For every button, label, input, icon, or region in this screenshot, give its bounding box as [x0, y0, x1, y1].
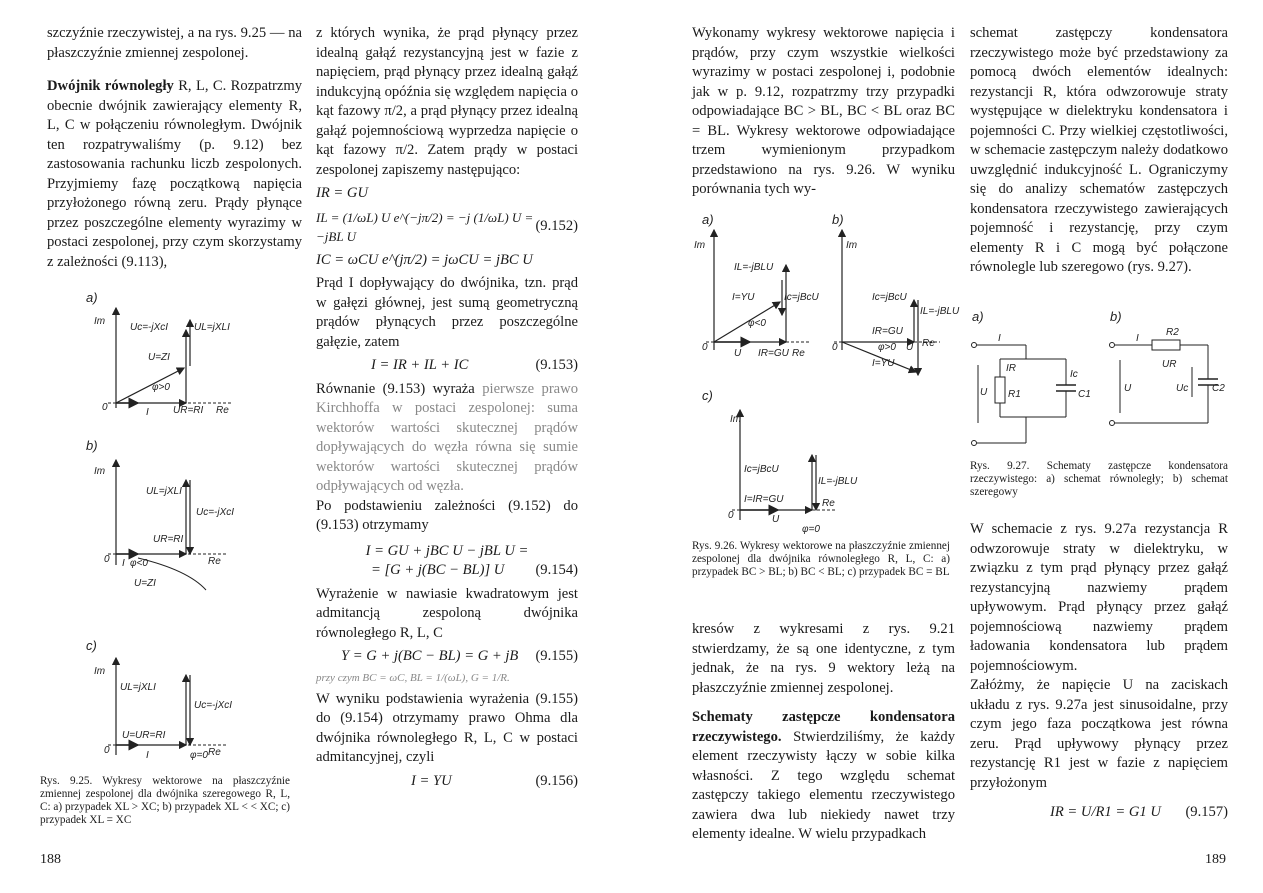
page-number-left: 188: [40, 852, 61, 867]
section-heading: Dwójnik równoległy: [47, 78, 174, 94]
axis-re: Re: [216, 405, 229, 416]
svg-text:UR: UR: [1162, 359, 1177, 370]
figure-caption-9-27: Rys. 9.27. Schematy zastępcze kondensatora rzeczywistego: a) schemat równoległy; b) schemat szeregowy: [970, 460, 1228, 498]
svg-text:U: U: [1124, 383, 1132, 394]
svg-text:Uc=-jXcI: Uc=-jXcI: [130, 322, 169, 333]
svg-text:c): c): [702, 388, 713, 403]
svg-text:Ic=jBcU: Ic=jBcU: [872, 292, 907, 303]
paragraph: Wykonamy wykresy wektorowe napięcia i prądów, przy czym wszystkie wielkości wyrazimy w postaci zespolonej i, podobnie jak w p. 9.12, rozpatrzmy trzy przypadki odpowiadające BC > BL, BC < BL oraz BC = BL. Wykresy wektorowe odpowiadające trzem wymienionym przypadkom przedstawiono na rys. 9.26. W wyniku porównania tych wy-: [692, 25, 955, 197]
paragraph: Wyrażenie w nawiasie kwadratowym jest admitancją zespoloną dwójnika równoległego R, L, C: [316, 585, 578, 641]
svg-text:Re: Re: [208, 747, 221, 758]
right-page-col2-cont: [970, 520, 1228, 827]
left-page-col2: [316, 24, 578, 795]
svg-text:R1: R1: [1008, 389, 1021, 400]
svg-text:I: I: [122, 558, 125, 569]
svg-text:I: I: [1136, 333, 1139, 344]
svg-text:IR=GU: IR=GU: [872, 326, 903, 337]
paragraph-text: R, L, C. Rozpatrzmy obecnie dwójnik zawierający elementy R, L, C w połączeniu równoległym. Dwójnik ten rozpatrywaliśmy (p. 9.12) bez zastosowania rachunku liczb zespolonych. Przyjmiemy fazę początkową napięcia przyłożonego równą zeru. Prądy płynące przez poszczególne elementy wyrazimy w postaci zespolonej, przy czym skorzystamy z zależności (9.113),: [47, 78, 302, 270]
svg-text:a): a): [972, 309, 984, 324]
svg-text:φ>0: φ>0: [152, 382, 170, 393]
paragraph: Równanie (9.153) wyraża pierwsze prawo Kirchhoffa w postaci zespolonej: suma wektorów wartości skutecznej prądów dopływających do węzła równa się sumie wektorów wartości skutecznej prądów odpływających od węzła.: [316, 380, 579, 494]
svg-text:Ic: Ic: [1070, 369, 1078, 380]
paragraph: Prąd I dopływający do dwójnika, tzn. prąd w gałęzi głównej, jest sumą geometryczną prądów płynących przez poszczególne gałęzie, zatem: [316, 275, 578, 350]
svg-text:0: 0: [104, 554, 110, 565]
equation: I = GU + jBC U − jBL U =: [365, 542, 529, 559]
svg-text:I=YU: I=YU: [872, 358, 895, 369]
right-page-col1-cont: [692, 620, 955, 845]
right-page-col2: [970, 24, 1228, 278]
figure-caption-9-25: Rys. 9.25. Wykresy wektorowe na płaszczyźnie zmiennej zespolonej dla dwójnika szeregowego R, L, C: a) przypadek XL > XC; b) przypadek XL < < XC; c) przypadek XL = XC: [40, 775, 290, 826]
svg-text:0: 0: [102, 402, 108, 413]
svg-text:Ic=jBcU: Ic=jBcU: [744, 464, 779, 475]
svg-text:U=ZI: U=ZI: [148, 352, 170, 363]
axis-im: Im: [94, 316, 106, 327]
svg-text:I: I: [146, 750, 149, 761]
svg-text:Re: Re: [922, 338, 935, 349]
paragraph: Załóżmy, że napięcie U na zaciskach układu z rys. 9.27a jest sinusoidalne, przy czym jego faza początkowa jest równa zeru. Prąd upływowy płynący przez rezystancję R1 jest w fazie z napięciem przyłożonym: [970, 677, 1228, 791]
paragraph: kresów z wykresami z rys. 9.21 stwierdzamy, że są one identyczne, z tym jednak, że na rys. 9 wektory leżą na płaszczyźnie zmiennej zespolonej.: [692, 621, 955, 696]
svg-text:U=UR=RI: U=UR=RI: [122, 730, 166, 741]
svg-text:IR=GU: IR=GU: [758, 348, 789, 359]
svg-text:0: 0: [104, 745, 110, 756]
svg-text:φ=0: φ=0: [802, 524, 820, 535]
svg-text:0: 0: [702, 342, 708, 353]
paragraph: szczyźnie rzeczywistej, a na rys. 9.25 — na płaszczyźnie zmiennej zespolonej.: [47, 25, 302, 61]
svg-text:U: U: [906, 342, 914, 353]
svg-text:Im: Im: [730, 414, 742, 425]
svg-text:0: 0: [832, 342, 838, 353]
equation: I = YU (9.156): [411, 772, 578, 789]
figure-caption-9-26: Rys. 9.26. Wykresy wektorowe na płaszczyźnie zmiennej zespolonej dla dwójnika równoległego R, L, C: a) przypadek BC > BL; b) BC < BL; c) przypadek BC = BL: [692, 540, 950, 578]
svg-text:Re: Re: [792, 348, 805, 359]
svg-text:IL=-jBLU: IL=-jBLU: [920, 306, 960, 317]
svg-text:U: U: [772, 514, 780, 525]
svg-text:I: I: [998, 333, 1001, 344]
svg-text:Ic=jBcU: Ic=jBcU: [784, 292, 819, 303]
svg-text:I: I: [146, 407, 149, 418]
equation: = [G + j(BC − BL)] U (9.154): [371, 562, 578, 578]
fig-label-b: b): [86, 438, 98, 453]
equation: IC = ωCU e^(jπ/2) = jωCU = jBC U: [316, 251, 533, 268]
svg-text:U: U: [980, 387, 988, 398]
svg-text:a): a): [702, 212, 714, 227]
paragraph: z których wynika, że prąd płynący przez idealną gałąź rezystancyjną jest w fazie z napięciem, prąd płynący przez idealną gałąź indukcyjną opóźnia się względem napięcia o kąt fazowy π/2, a prąd płynący przez idealną gałąź pojemnościową wyprzedza napięcie o kąt fazowy π/2. Zatem prądy w postaci zespolonej zapiszemy następująco:: [316, 25, 578, 178]
right-page-col1: [692, 24, 955, 200]
svg-text:Im: Im: [694, 240, 706, 251]
svg-text:φ>0: φ>0: [878, 342, 896, 353]
paragraph: Schematy zastępcze kondensatora rzeczywistego. Stwierdziliśmy, że każdy element rzeczywisty łączy w sobie kilka własności. Z tego względu schemat zastępczy takiego elementu rzeczywistego zawiera dwa lub niekiedy nawet trzy elementy idealne. W wielu przypadkach: [692, 709, 955, 842]
svg-text:Im: Im: [94, 466, 106, 477]
svg-text:Re: Re: [208, 556, 221, 567]
svg-text:I=YU: I=YU: [732, 292, 755, 303]
svg-text:φ<0: φ<0: [130, 558, 148, 569]
svg-text:Im: Im: [846, 240, 858, 251]
svg-text:IR: IR: [1006, 363, 1016, 374]
left-page-col1: [47, 24, 302, 272]
svg-text:b): b): [1110, 309, 1122, 324]
paragraph: W schemacie z rys. 9.27a rezystancja R odwzorowuje straty w dielektryku, w związku z tym prąd płynący przez gałąź rezystancyjną nazwiemy prądem upływowym. Prąd płynący przez gałąź pojemnościową nazwiemy prądem ładowania kondensatora lub prądem pojemnościowym.: [970, 521, 1228, 674]
svg-text:C2: C2: [1212, 383, 1225, 394]
paragraph: Po podstawieniu zależności (9.152) do (9.153) otrzymamy: [316, 497, 578, 533]
svg-text:R2: R2: [1166, 327, 1179, 338]
svg-text:U=ZI: U=ZI: [134, 578, 156, 589]
svg-text:UL=jXLI: UL=jXLI: [194, 322, 230, 333]
equation: Y = G + j(BC − BL) = G + jB (9.155): [341, 648, 578, 664]
figure-9-26: [692, 210, 962, 535]
svg-text:UR=RI: UR=RI: [153, 534, 184, 545]
equation: IL = (1/ωL) U e^(−jπ/2) = −j (1/ωL) U = −jBL U (9.152): [316, 209, 578, 244]
svg-text:IL=-jBLU: IL=-jBLU: [818, 476, 858, 487]
paragraph: schemat zastępczy kondensatora rzeczywistego może być przedstawiony za pomocą dwóch elementów idealnych: rezystancji R, która odwzorowuje straty występujące w dielektryku kondensatora i pojemności C. Przy wielkiej częstotliwości, w schemacie zastępczym należy dodatkowo uwzględnić indukcyjność L. Ograniczymy się do analizy schematów zastępczych kondensatora rzeczywistego zawierających pojemność i rezystancję, przy czym elementy R i C mogą być połączone równolegle lub szeregowo (rys. 9.27).: [970, 25, 1228, 275]
equation: IR = GU: [316, 185, 368, 201]
svg-text:U: U: [734, 348, 742, 359]
paragraph: [47, 77, 302, 272]
svg-text:I=IR=GU: I=IR=GU: [744, 494, 784, 505]
svg-text:C1: C1: [1078, 389, 1091, 400]
fig-label-a: a): [86, 290, 98, 305]
svg-text:Re: Re: [822, 498, 835, 509]
paragraph: W wyniku podstawienia wyrażenia (9.155) do (9.154) otrzymamy prawo Ohma dla dwójnika równoległego R, L, C w postaci admitancyjnej, czyli: [316, 690, 578, 765]
svg-text:φ=0: φ=0: [190, 750, 208, 761]
svg-text:IL=-jBLU: IL=-jBLU: [734, 262, 774, 273]
fig-label-c: c): [86, 638, 97, 653]
svg-text:0: 0: [728, 510, 734, 521]
section-heading: Schematy zastępcze kondensatora rzeczywistego.: [692, 709, 955, 745]
svg-text:Uc=-jXcI: Uc=-jXcI: [196, 507, 235, 518]
page-number-right: 189: [1205, 852, 1226, 867]
equation: IR = U/R1 = G1 U (9.157): [1050, 804, 1228, 820]
svg-text:Uc=-jXcI: Uc=-jXcI: [194, 700, 233, 711]
svg-text:Uc: Uc: [1176, 383, 1189, 394]
svg-text:UL=jXLI: UL=jXLI: [120, 682, 156, 693]
svg-text:Im: Im: [94, 666, 106, 677]
svg-text:φ<0: φ<0: [748, 318, 766, 329]
svg-text:b): b): [832, 212, 844, 227]
svg-text:UR=RI: UR=RI: [173, 405, 204, 416]
figure-9-27: [970, 305, 1228, 455]
figure-9-25: [78, 290, 308, 765]
equation-where: przy czym BC = ωC, BL = 1/(ωL), G = 1/R.: [316, 671, 510, 684]
svg-text:UL=jXLI: UL=jXLI: [146, 486, 182, 497]
equation: I = IR + IL + IC (9.153): [371, 357, 578, 373]
